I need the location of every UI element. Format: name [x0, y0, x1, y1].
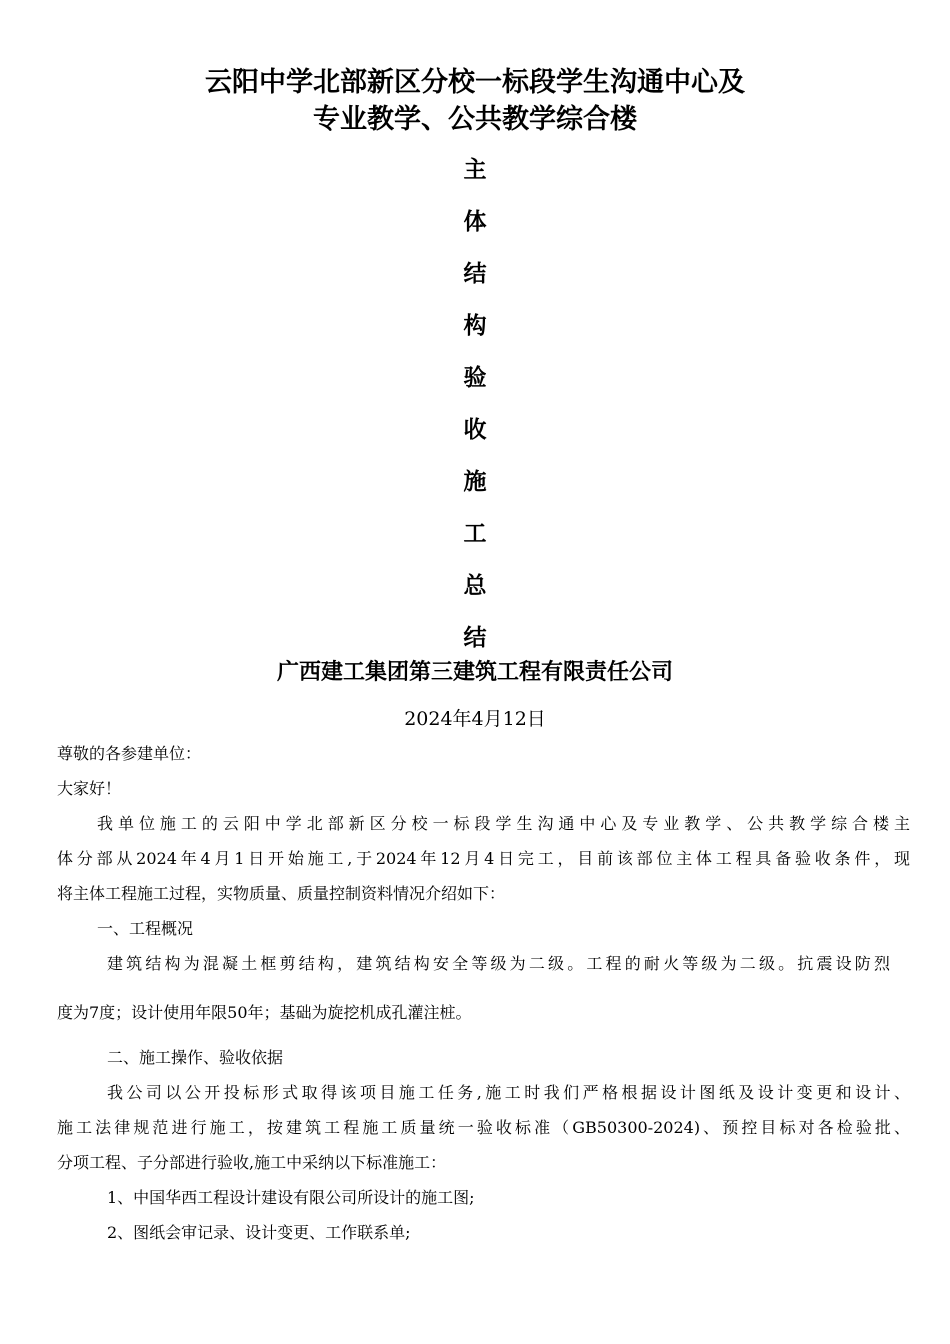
- vertical-title-char: 总: [463, 573, 487, 599]
- hello-line: 大家好！: [57, 779, 122, 798]
- vertical-title-char: 构: [463, 313, 487, 339]
- company-name: 广西建工集团第三建筑工程有限责任公司: [276, 660, 673, 685]
- vertical-title-char: 体: [463, 209, 487, 235]
- vertical-title-char: 工: [463, 521, 487, 547]
- list-item: 2、图纸会审记录、设计变更、工作联系单;: [107, 1223, 411, 1242]
- intro-paragraph-line: 将主体工程施工过程，实物质量、质量控制资料情况介绍如下：: [57, 884, 506, 903]
- basis-paragraph-line: 施工法律规范进行施工，按建筑工程施工质量统一验收标准（GB50300-2024)、预控目标对各检验批、: [57, 1118, 910, 1137]
- vertical-title-char: 验: [463, 365, 487, 391]
- section-heading-overview: 一、工程概况: [97, 919, 194, 938]
- greeting: 尊敬的各参建单位：: [57, 744, 202, 763]
- vertical-title-char: 结: [463, 625, 487, 651]
- overview-paragraph-line: 度为7度；设计使用年限50年；基础为旋挖机成孔灌注桩。: [57, 1003, 472, 1022]
- list-item: 1、中国华西工程设计建设有限公司所设计的施工图;: [107, 1188, 475, 1207]
- intro-paragraph-line: 我单位施工的云阳中学北部新区分校一标段学生沟通中心及专业教学、公共教学综合楼主: [97, 814, 910, 833]
- vertical-title-char: 施: [463, 469, 487, 495]
- vertical-title-char: 结: [463, 261, 487, 287]
- section-heading-basis: 二、施工操作、验收依据: [107, 1048, 284, 1067]
- document-title-line-2: 专业教学、公共教学综合楼: [313, 104, 637, 135]
- vertical-title-char: 收: [463, 417, 487, 443]
- vertical-title-char: 主: [463, 157, 487, 183]
- overview-paragraph-line: 建筑结构为混凝土框剪结构，建筑结构安全等级为二级。工程的耐火等级为二级。抗震设防烈: [107, 954, 890, 973]
- basis-paragraph-line: 我公司以公开投标形式取得该项目施工任务,施工时我们严格根据设计图纸及设计变更和设计、: [107, 1083, 910, 1102]
- intro-paragraph-line: 体分部从2024年4月1日开始施工,于2024年12月4日完工，目前该部位主体工程具备验收条件，现: [57, 849, 910, 868]
- document-date: 2024年4月12日: [404, 708, 546, 730]
- document-title-line-1: 云阳中学北部新区分校一标段学生沟通中心及: [205, 67, 745, 98]
- basis-paragraph-line: 分项工程、子分部进行验收,施工中采纳以下标准施工：: [57, 1153, 447, 1172]
